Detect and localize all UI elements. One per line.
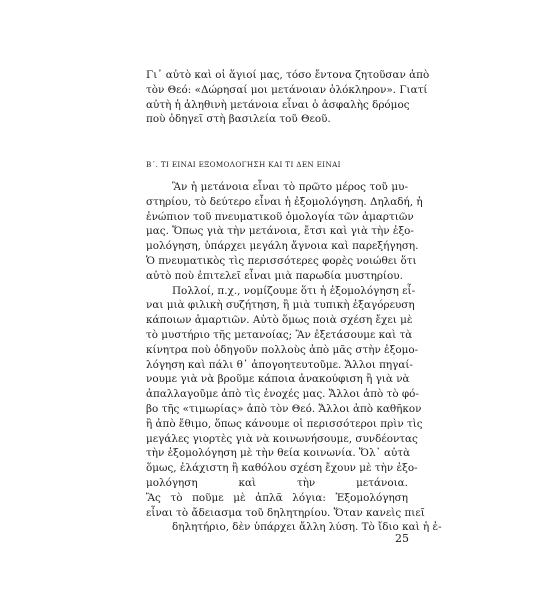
text-line: ὅμως, ἐλάχιστη ἢ καθόλου σχέση ἔχουν μὲ τὴν ἐξο- (146, 462, 418, 475)
page-number: 25 (395, 532, 409, 545)
section-body (146, 180, 442, 535)
text-line: Πολλοί, π.χ., νομίζουμε ὅτι ἡ ἐξομολόγηση εἶ- (172, 284, 416, 297)
text-line: αὐτὴ ἡ ἀληθινὴ μετάνοια εἶναι ὁ ἀσφαλὴς δρόμος (146, 98, 410, 111)
section-heading: Β΄. ΤΙ ΕΙΝΑΙ ΕΞΟΜΟΛΟΓΗΣΗ ΚΑΙ ΤΙ ΔΕΝ ΕΙΝΑΙ (146, 160, 341, 169)
text-line: Ἂς τὸ ποῦμε μὲ ἁπλᾶ λόγια: Ἐξομολόγηση (146, 491, 408, 504)
text-line: λόγηση καὶ πάλι θ᾿ ἀπογοητευτοῦμε. Ἄλλοι πηγαί- (146, 358, 413, 371)
text-line: ἐνώπιον τοῦ πνευματικοῦ ὁμολογία τῶν ἁμαρτιῶν (146, 210, 414, 223)
text-line: μολόγηση καὶ τὴν μετάνοια. (146, 476, 408, 489)
text-line: ἀπαλλαγοῦμε ἀπὸ τὶς ἐνοχές μας. Ἄλλοι ἀπὸ τὸ φό- (146, 388, 419, 401)
text-line: Γι᾿ αὐτὸ καὶ οἱ ἅγιοί μας, τόσο ἔντονα ζητοῦσαν ἀπὸ (146, 69, 430, 81)
text-line: ποὺ ὁδηγεῖ στὴ βασιλεία τοῦ Θεοῦ. (146, 113, 331, 126)
text-line: μας. Ὅπως γιὰ τὴν μετάνοια, ἔτσι καὶ γιὰ τὴν ἐξο- (146, 225, 414, 238)
text-line: τὸν Θεό: «Δώρησαί μοι μετάνοιαν ὁλόκληρον». Γιατί (146, 83, 428, 96)
intro-paragraph (146, 68, 430, 127)
text-line: βο τῆς «τιμωρίας» ἀπὸ τὸν Θεό. Ἄλλοι ἀπὸ καθῆκον (146, 402, 422, 415)
text-line: τὴν ἐξομολόγηση μὲ τὴν θεία κοινωνία. Ὅλ᾿ αὐτὰ (146, 447, 411, 460)
text-line: μολόγηση, ὑπάρχει μεγάλη ἄγνοια καὶ παρεξήγηση. (146, 240, 419, 253)
text-line: ναι μιὰ φιλικὴ συζήτηση, ἢ μιὰ τυπικὴ ἐξαγόρευση (146, 299, 415, 312)
text-line: νουμε γιὰ νὰ βροῦμε κάποια ἀνακούφιση ἢ γιὰ νὰ (146, 373, 410, 386)
text-line: αὐτὸ ποὺ ἐπιτελεῖ εἶναι μιὰ παρωδία μυστηρίου. (146, 269, 403, 282)
text-line: εἶναι τὸ ἄδειασμα τοῦ δηλητηρίου. Ὅταν κανεὶς πιεῖ (146, 506, 425, 519)
text-line: κάποιων ἁμαρτιῶν. Αὐτὸ ὅμως ποιὰ σχέση ἔχει μὲ (146, 314, 413, 327)
text-line: στηρίου, τὸ δεύτερο εἶναι ἡ ἐξομολόγηση. Δηλαδή, ἡ (146, 195, 423, 208)
text-line: Ὁ πνευματικὸς τὶς περισσότερες φορὲς νοιώθει ὅτι (146, 254, 417, 267)
text-line: μεγάλες γιορτὲς γιὰ νὰ κοινωνήσουμε, συνδέοντας (146, 432, 418, 445)
text-line: δηλητήριο, δὲν ὑπάρχει ἄλλη λύση. Τὸ ἴδιο καὶ ἡ ἐ- (172, 521, 442, 534)
text-line: τὸ μυστήριο τῆς μετανοίας; Ἂν ἐξετάσουμε καὶ τὰ (146, 328, 413, 341)
text-line: κίνητρα ποὺ ὁδηγοῦν πολλοὺς ἀπὸ μᾶς στὴν ἐξομο- (146, 343, 419, 356)
text-line: ἢ ἀπὸ ἔθιμο, ὅπως κάνουμε οἱ περισσότεροι πρὶν τὶς (146, 417, 423, 430)
text-line: Ἂν ἡ μετάνοια εἶναι τὸ πρῶτο μέρος τοῦ μυ- (172, 181, 408, 193)
